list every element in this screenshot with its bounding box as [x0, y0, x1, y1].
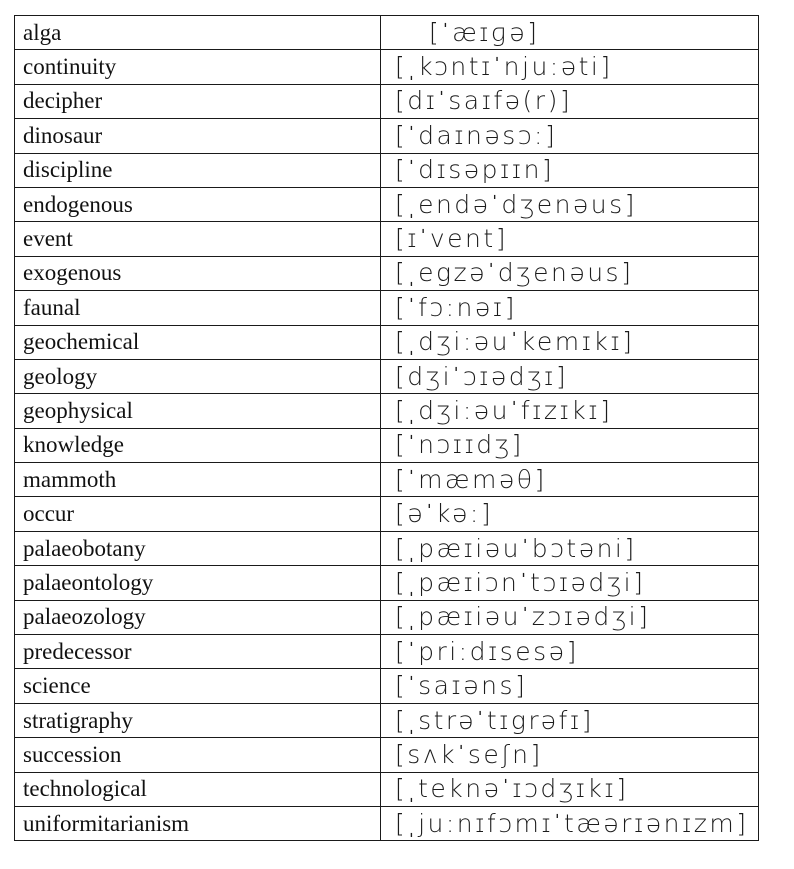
word-cell: technological	[15, 772, 381, 806]
table-row	[15, 600, 759, 634]
word-cell: event	[15, 222, 381, 256]
phonetic-cell: [ˌegzəˈdʒenəus]	[381, 256, 759, 290]
word-cell: stratigraphy	[15, 703, 381, 737]
word-cell: decipher	[15, 84, 381, 118]
word-cell: dinosaur	[15, 119, 381, 153]
word-cell: faunal	[15, 291, 381, 325]
vocabulary-sheet	[14, 15, 758, 841]
word-cell: predecessor	[15, 635, 381, 669]
word-cell: geology	[15, 359, 381, 393]
word-cell: palaeontology	[15, 566, 381, 600]
table-row	[15, 291, 759, 325]
word-cell: uniformitarianism	[15, 806, 381, 840]
phonetic-cell: [ˈsaɪəns]	[381, 669, 759, 703]
table-row	[15, 772, 759, 806]
phonetic-cell: [sʌkˈseʃn]	[381, 738, 759, 772]
phonetic-cell: [ˌpæɪiəuˈzɔɪədʒi]	[381, 600, 759, 634]
table-row	[15, 463, 759, 497]
vocabulary-table	[14, 15, 759, 841]
table-row	[15, 187, 759, 221]
table-row	[15, 703, 759, 737]
table-row	[15, 806, 759, 840]
word-cell: palaeozology	[15, 600, 381, 634]
table-row	[15, 153, 759, 187]
phonetic-cell: [ˌpæɪiəuˈbɔtəni]	[381, 531, 759, 565]
table-row	[15, 635, 759, 669]
table-row	[15, 84, 759, 118]
table-row	[15, 16, 759, 50]
word-cell: science	[15, 669, 381, 703]
phonetic-cell: [ˌstrəˈtɪgrəfɪ]	[381, 703, 759, 737]
table-row	[15, 497, 759, 531]
word-cell: continuity	[15, 50, 381, 84]
word-cell: geophysical	[15, 394, 381, 428]
table-row	[15, 325, 759, 359]
word-cell: mammoth	[15, 463, 381, 497]
table-row	[15, 738, 759, 772]
table-row	[15, 394, 759, 428]
phonetic-cell: [ˌkɔntɪˈnju:əti]	[381, 50, 759, 84]
word-cell: endogenous	[15, 187, 381, 221]
table-row	[15, 119, 759, 153]
table-row	[15, 669, 759, 703]
table-row	[15, 256, 759, 290]
phonetic-cell: [ˌpæɪiɔnˈtɔɪədʒi]	[381, 566, 759, 600]
word-cell: geochemical	[15, 325, 381, 359]
word-cell: succession	[15, 738, 381, 772]
word-cell: occur	[15, 497, 381, 531]
phonetic-cell: [ˌdʒi:əuˈkemɪkɪ]	[381, 325, 759, 359]
word-cell: knowledge	[15, 428, 381, 462]
phonetic-cell: [ˈfɔ:nəɪ]	[381, 291, 759, 325]
phonetic-cell: [ˈmæməθ]	[381, 463, 759, 497]
table-row	[15, 359, 759, 393]
table-row	[15, 428, 759, 462]
phonetic-cell: [ˈdaɪnəsɔ:]	[381, 119, 759, 153]
phonetic-cell: [ˌendəˈdʒenəus]	[381, 187, 759, 221]
word-cell: exogenous	[15, 256, 381, 290]
phonetic-cell: [ˈnɔɪɪdʒ]	[381, 428, 759, 462]
table-row	[15, 566, 759, 600]
table-row	[15, 531, 759, 565]
word-cell: palaeobotany	[15, 531, 381, 565]
table-row	[15, 222, 759, 256]
phonetic-cell: [ˌteknəˈɪɔdʒɪkɪ]	[381, 772, 759, 806]
phonetic-cell: [ɪˈvent]	[381, 222, 759, 256]
word-cell: discipline	[15, 153, 381, 187]
word-cell: alga	[15, 16, 381, 50]
phonetic-cell: [dʒiˈɔɪədʒɪ]	[381, 359, 759, 393]
phonetic-cell: [ˈæɪɡə]	[381, 16, 759, 50]
phonetic-cell: [dɪˈsaɪfə(r)]	[381, 84, 759, 118]
phonetic-cell: [ˌdʒi:əuˈfɪzɪkɪ]	[381, 394, 759, 428]
phonetic-cell: [əˈkə:]	[381, 497, 759, 531]
phonetic-cell: [ˈpri:dɪsesə]	[381, 635, 759, 669]
phonetic-cell: [ˈdɪsəpɪɪn]	[381, 153, 759, 187]
phonetic-cell: [ˌju:nɪfɔmɪˈtæərɪənɪzm]	[381, 806, 759, 840]
table-row	[15, 50, 759, 84]
